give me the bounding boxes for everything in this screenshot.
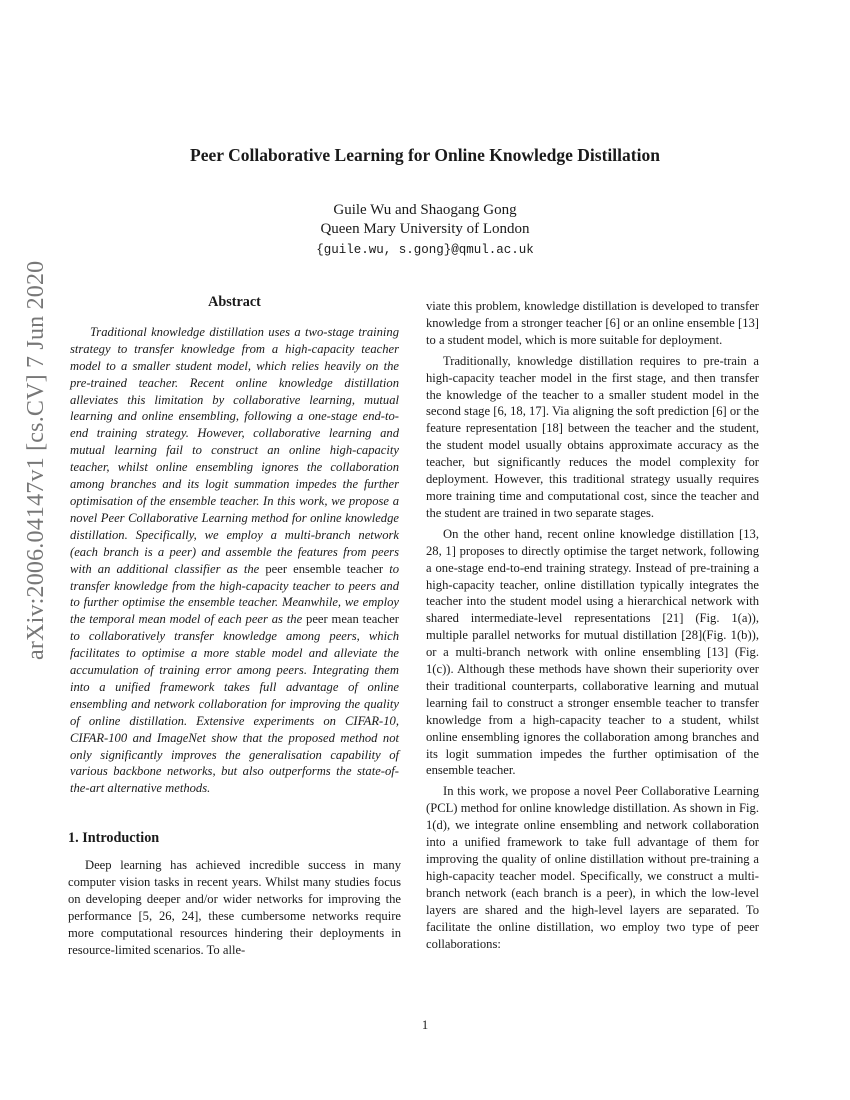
intro-paragraph-2: Traditionally, knowledge distillation requires to pre-train a high-capacity teacher model in the first stage, and then transfer the knowledge of the teacher to a smaller student model in the second stage [6, 18, 17]. Via aligning the soft prediction [6] or the feature representation [18] between the teacher and the student, the student model usually obtains approximate accuracy as the teacher, but significantly reduces the model complexity for deployment. However, this traditional strategy usually requires more training time and computational cost, since the teacher and the student are trained in two separate stages. <box>426 353 759 520</box>
abstract-text <box>68 324 401 797</box>
abstract-text-e: to collaboratively transfer knowledge among peers, which facilitates to optimise a more stable model and alleviate the accumulation of training error among peers. Integrating them into a unified framework takes full advantage of online ensembling and network collaboration for improving the quality of online distillation. Extensive experiments on CIFAR-10, CIFAR-100 and ImageNet show that the proposed method not only significantly improves the generalisation capability of various backbone networks, but also outperforms the state-of-the-art alternative methods. <box>70 629 399 796</box>
intro-paragraph-3: On the other hand, recent online knowledge distillation [13, 28, 1] proposes to directly optimise the target network, following a one-stage end-to-end training strategy. Instead of pre-training a high-capacity teacher, online distillation typically integrates the teacher into the student model using a hierarchical network with shared intermediate-level representations [21] (Fig. 1(a)), multiple parallel networks for mutual distillation [28](Fig. 1(b)), or a multi-branch network with online ensembling [13] (Fig. 1(c)). Although these methods have shown their superiority over their traditional counterparts, collaborative learning and mutual learning fail to construct a stronger ensemble teacher to transfer knowledge from a high-capacity teacher to a student, whilst online ensembling ignores the collaboration among branches and its logit summation impedes the further optimisation of the ensemble teacher. <box>426 526 759 778</box>
left-column <box>68 294 401 963</box>
abstract-text-a: Traditional knowledge distillation uses a two-stage training strategy to transfer knowledge from a high-capacity teacher model to a smaller student model, which relies heavily on the pre-trained teacher. Recent online knowledge distillation alleviates this limitation by collaborative learning, mutual learning and online ensembling, following a one-stage end-to-end training strategy. However, collaborative learning and mutual learning fail to construct an online high-capacity teacher, whilst online ensembling ignores the collaboration among branches and its logit summation impedes the further optimisation of the ensemble teacher. In this work, we propose a novel Peer Collaborative Learning method for online knowledge distillation. Specifically, we employ a multi-branch network (each branch is a peer) and assemble the features from peers with an additional classifier as the <box>70 324 399 576</box>
introduction-heading: 1. Introduction <box>68 830 160 847</box>
abstract-term-peer-ensemble-teacher: peer ensemble teacher <box>265 561 384 576</box>
right-column <box>426 298 759 956</box>
author-block <box>0 201 850 260</box>
arxiv-stamp-container <box>18 260 54 660</box>
author-affiliation: Queen Mary University of London <box>320 221 530 237</box>
abstract-text-c: to transfer knowledge from the high-capacity teacher to peers and to further optimise the ensemble teacher. Meanwhile, we employ the temporal mean model of each peer as the <box>70 561 399 627</box>
paper-title: Peer Collaborative Learning for Online Knowledge Distillation <box>190 145 660 165</box>
abstract-term-peer-mean-teacher: peer mean teacher <box>306 612 399 627</box>
author-names: Guile Wu and Shaogang Gong <box>333 202 517 218</box>
author-email: {guile.wu, s.gong}@qmul.ac.uk <box>316 243 534 257</box>
arxiv-stamp: arXiv:2006.04147v1 [cs.CV] 7 Jun 2020 <box>23 260 49 660</box>
intro-paragraph-1-continued: viate this problem, knowledge distillation is developed to transfer knowledge from a stronger teacher [6] or an online ensemble [13] to a student model, which is more suitable for deployment. <box>426 299 759 347</box>
page-number: 1 <box>421 1018 429 1032</box>
intro-paragraph-1: Deep learning has achieved incredible success in many computer vision tasks in recent years. Whilst many studies focus on developing deeper and/or wider networks for improving the performance [5, 26, 24], these cumbersome networks require more computational resources hindering their deployments in resource-limited scenarios. To alle- <box>68 858 401 957</box>
intro-paragraph-4: In this work, we propose a novel Peer Collaborative Learning (PCL) method for online knowledge distillation. As shown in Fig. 1(d), we integrate online ensembling and network collaboration into a unified framework to take full advantage of them for improving the quality of online distillation without pre-training a high-capacity teacher model. Specifically, we construct a multi-branch network (each branch is a peer), in which the low-level layers are shared and the high-level layers are separated. To facilitate the online distillation, wo employ two type of peer collaborations: <box>426 784 759 951</box>
abstract-heading: Abstract <box>208 294 261 310</box>
